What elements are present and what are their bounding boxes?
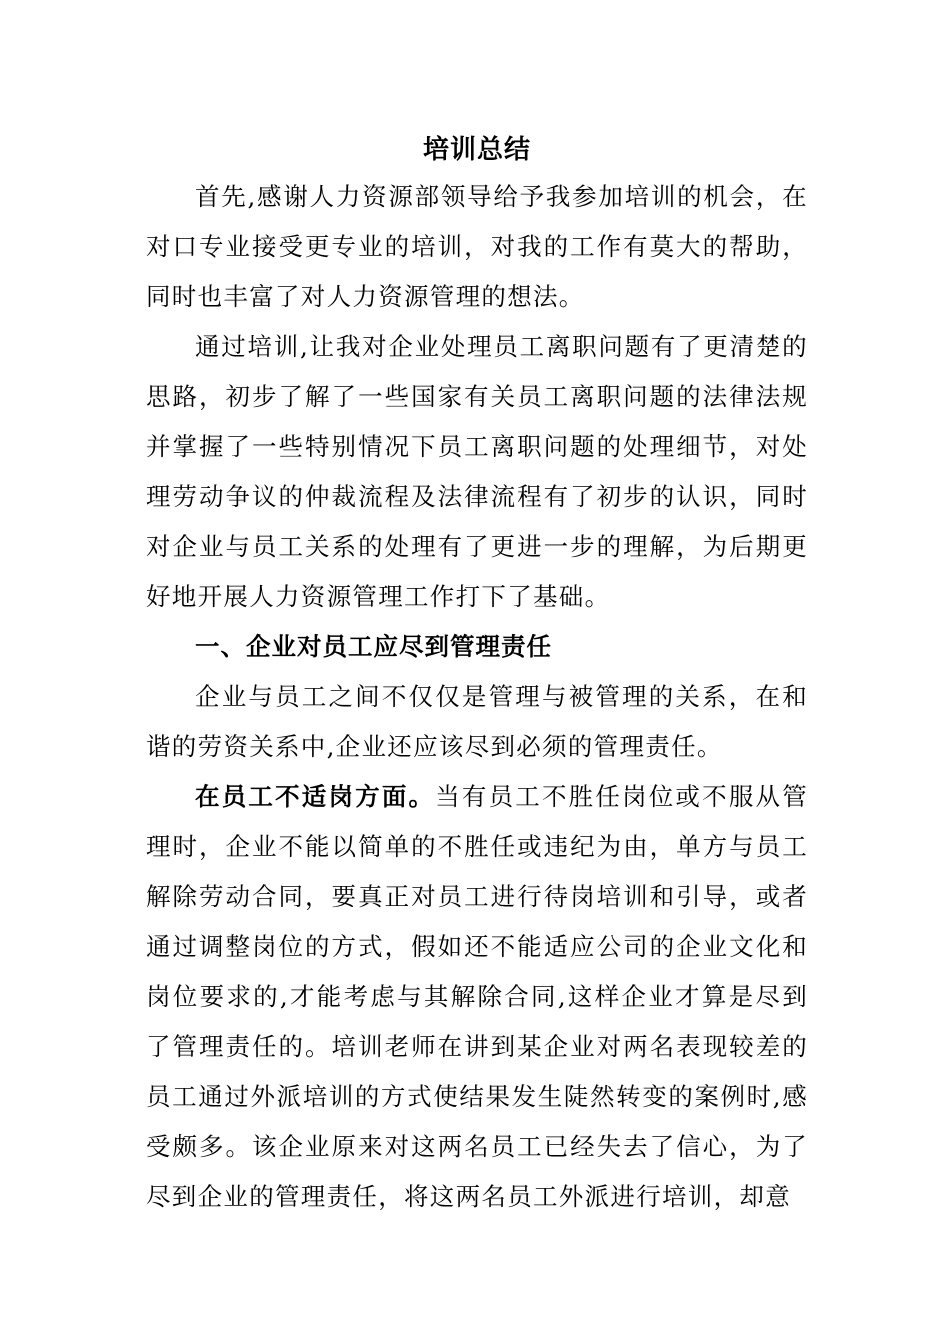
section-heading: 一、企业对员工应尽到管理责任 bbox=[195, 632, 552, 661]
paragraph-section-intro: 企业与员工之间不仅仅是管理与被管理的关系，在和谐的劳资关系中,企业还应该尽到必须的管理责任。 bbox=[146, 682, 808, 761]
subsection-body: 当有员工不胜任岗位或不服从管理时，企业不能以简单的不胜任或违纪为由，单方与员工解除劳动合同，要真正对员工进行待岗培训和引导，或者通过调整岗位的方式，假如还不能适应公司的企业文化和岗位要求的,才能考虑与其解除合同,这样企业才算是尽到了管理责任的。培训老师在讲到某企业对两名表现较差的员工通过外派培训的方式使结果发生陡然转变的案例时,感受颇多。该企业原来对这两名员工已经失去了信心，为了尽到企业的管理责任，将这两名员工外派进行培训，却意 bbox=[146, 782, 808, 1211]
document-page bbox=[146, 128, 808, 1222]
paragraph-intro: 首先,感谢人力资源部领导给予我参加培训的机会，在对口专业接受更专业的培训，对我的工作有莫大的帮助，同时也丰富了对人力资源管理的想法。 bbox=[146, 182, 808, 311]
subsection-lead: 在员工不适岗方面。 bbox=[195, 782, 436, 811]
document-title: 培训总结 bbox=[422, 135, 531, 165]
paragraph-subsection bbox=[146, 772, 808, 1222]
paragraph-training-outcome: 通过培训,让我对企业处理员工离职问题有了更清楚的思路，初步了解了一些国家有关员工离职问题的法律法规并掌握了一些特别情况下员工离职问题的处理细节，对处理劳动争议的仲裁流程及法律流程有了初步的认识，同时对企业与员工关系的处理有了更进一步的理解，为后期更好地开展人力资源管理工作打下了基础。 bbox=[146, 332, 808, 611]
